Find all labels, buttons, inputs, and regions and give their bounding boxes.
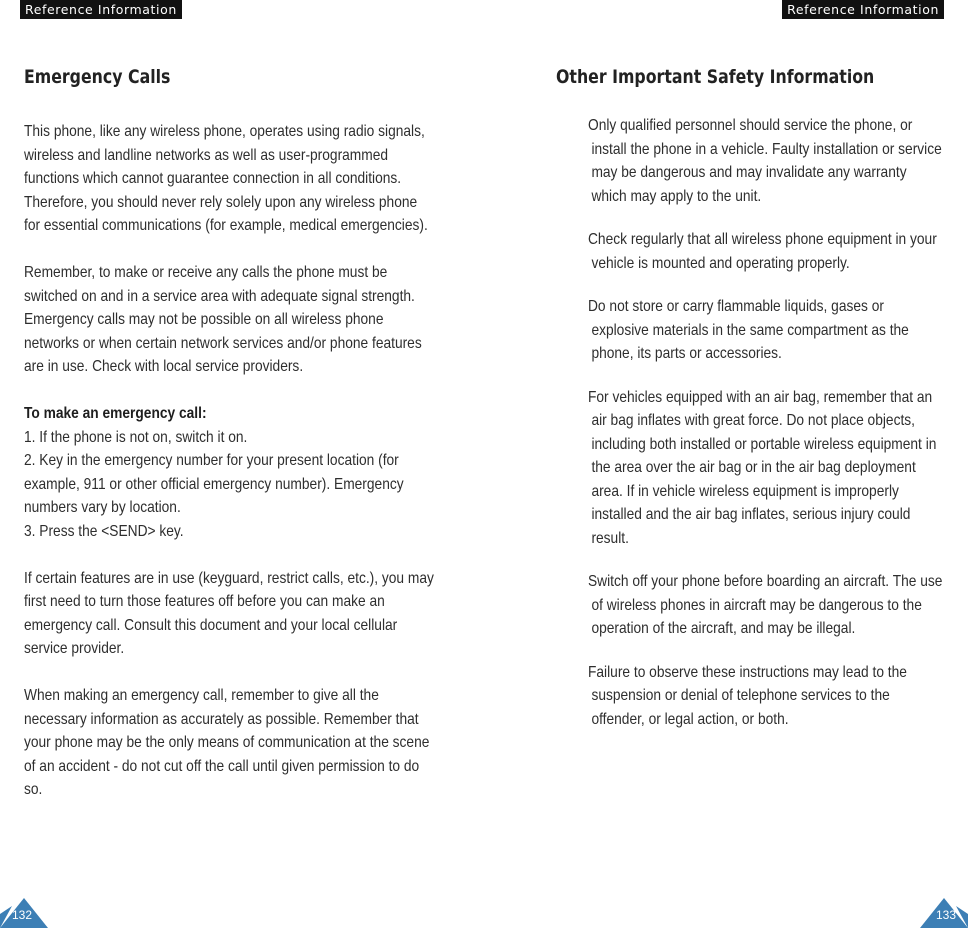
paragraph: This phone, like any wireless phone, operates using radio signals, wireless and landline networks as well as user-programmed functions which cannot guarantee connection in all conditions. Therefore, you should never rely solely upon any wireless phone for essential communications (for example, medical emergencies).: [24, 123, 428, 234]
right-page-body: [588, 114, 943, 751]
step-item: 3. Press the <SEND> key.: [24, 522, 184, 540]
paragraph: When making an emergency call, remember to give all the necessary information as accurately as possible. Remember that your phone may be the only means of communication at the scene of an accident - do not cut off the call until given permission to do so.: [24, 687, 430, 798]
paragraph: If certain features are in use (keyguard, restrict calls, etc.), you may first need to turn those features off before you can make an emergency call. Consult this document and your local cellular service provider.: [24, 569, 434, 657]
page-number-right: 133: [935, 908, 956, 922]
safety-item: Switch off your phone before boarding an aircraft. The use of wireless phones in aircraft may be dangerous to the operation of the aircraft, and may be illegal.: [588, 573, 943, 637]
page-number-corner-left: [0, 892, 48, 928]
header-tab-left: Reference Information: [20, 0, 182, 19]
steps-block: [24, 402, 434, 543]
page-number-left: 132: [12, 908, 33, 922]
step-item: 1. If the phone is not on, switch it on.: [24, 428, 248, 446]
steps-heading: To make an emergency call:: [24, 405, 207, 422]
left-page-body: [24, 120, 434, 825]
safety-item: For vehicles equipped with an air bag, remember that an air bag inflates with great force. Do not place objects, including both installed or portable wireless equipment in the area over the air bag or in the air bag deployment area. If in vehicle wireless equipment is improperly installed and the air bag inflates, serious injury could result.: [588, 388, 937, 547]
page-title-safety-information: Other Important Safety Information: [556, 66, 875, 88]
safety-item: Only qualified personnel should service the phone, or install the phone in a vehicle. Faulty installation or service may be dangerous and may invalidate any warranty which may apply to the unit.: [588, 117, 942, 205]
safety-item: Do not store or carry flammable liquids, gases or explosive materials in the same compartment as the phone, its parts or accessories.: [588, 298, 909, 362]
safety-item: Check regularly that all wireless phone equipment in your vehicle is mounted and operating properly.: [588, 231, 937, 272]
page-number-corner-right: [920, 892, 968, 928]
safety-item: Failure to observe these instructions may lead to the suspension or denial of telephone services to the offender, or legal action, or both.: [588, 663, 907, 728]
step-item: 2. Key in the emergency number for your present location (for example, 911 or other official emergency number). Emergency numbers vary by location.: [24, 452, 404, 516]
header-tab-right: Reference Information: [782, 0, 944, 19]
page-title-emergency-calls: Emergency Calls: [24, 66, 171, 88]
paragraph: Remember, to make or receive any calls the phone must be switched on and in a service area with adequate signal strength. Emergency calls may not be possible on all wireless phone networks or when certain network services and/or phone features are in use. Check with local service providers.: [24, 264, 422, 375]
